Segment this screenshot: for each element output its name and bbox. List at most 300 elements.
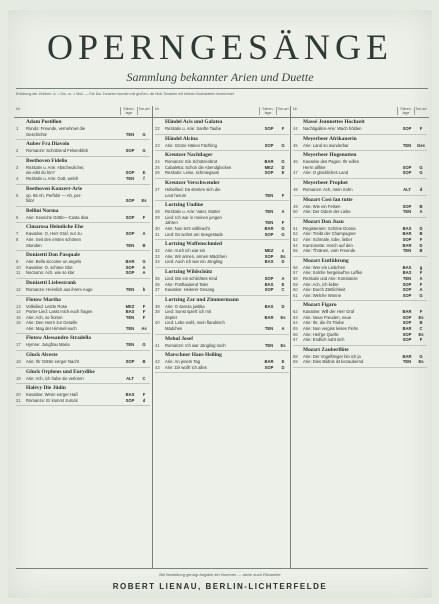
aria-title: Mädchen <box>165 326 183 332</box>
key-signature: A <box>142 231 146 237</box>
aria-number: 43 <box>155 364 160 370</box>
key-signature: Es <box>418 359 424 365</box>
key-signature: d <box>142 397 146 403</box>
voice-type: SOP <box>402 337 412 343</box>
catalog-entry <box>293 301 427 346</box>
aria-number: 61 <box>293 292 298 298</box>
key-signature: A <box>281 326 285 332</box>
aria-row <box>16 326 150 332</box>
aria-number: 54 <box>293 242 298 248</box>
aria-number: 44 <box>293 126 298 131</box>
catalog-entry <box>155 335 289 352</box>
page-title: OPERNGESÄNGE <box>46 27 393 67</box>
voice-type: MEZ <box>264 164 274 170</box>
aria-title: Rezitativ und Arie: Konstanze <box>303 275 358 281</box>
aria-number: 64 <box>293 320 298 326</box>
catalog-entry <box>155 118 289 135</box>
entries <box>153 118 291 373</box>
voice-type: TEN <box>402 248 412 254</box>
aria-number: 50 <box>293 209 298 215</box>
voice-type: SOP <box>125 359 135 365</box>
catalog-entry <box>155 351 289 373</box>
key-signature: F <box>142 309 146 315</box>
aria-row <box>293 337 427 343</box>
aria-title: Rondo: Freunde, vernehmet die <box>26 126 86 131</box>
aria-number: 32 <box>155 248 160 254</box>
composer-opera-heading: Beethoven Konzert-Arie <box>26 185 83 192</box>
voice-type: SOP <box>264 231 274 237</box>
voice-type: SOP <box>125 270 135 276</box>
aria-number: 19 <box>16 375 21 381</box>
aria-number: 58 <box>293 275 298 281</box>
aria-row <box>155 365 289 371</box>
column-header <box>291 106 429 118</box>
key-signature: G <box>142 131 146 137</box>
aria-row <box>293 126 427 132</box>
catalog-entry <box>16 223 150 251</box>
aria-title: Kavatine des Pagen: Ihr edlen <box>303 159 360 165</box>
column-header-key: Ton-art <box>137 107 150 115</box>
catalog-entry <box>155 296 289 335</box>
voice-type: SOP <box>402 236 412 242</box>
key-signature: F <box>419 236 423 242</box>
aria-row <box>16 342 150 348</box>
aria-number: 13 <box>16 303 21 309</box>
aria-number: 46 <box>293 159 298 165</box>
aria-number: 41 <box>155 342 160 348</box>
aria-title: Arie: Treibt der Champagner <box>303 231 356 237</box>
aria-title: Lied: Lebe wohl, mein flandrisch <box>165 320 225 326</box>
aria-title: Romanze: Ach, mein Sohn <box>303 186 353 192</box>
aria-number: 26 <box>155 170 160 176</box>
aria-number: 29 <box>155 214 160 220</box>
voice-type: SOP <box>402 287 412 293</box>
voice-type: MEZ <box>125 303 135 309</box>
key-signature: D <box>281 164 285 170</box>
column-header-voice: Stimm-lage <box>259 107 276 115</box>
composer-opera-heading: Cimarosa Heimliche Ehe <box>26 224 84 231</box>
publisher-imprint: ROBERT LIENAU, BERLIN-LICHTERFELDE <box>112 582 328 591</box>
aria-title: Arie: Ach, so fromm <box>26 314 63 320</box>
catalog-entry <box>293 135 427 152</box>
aria-number: 10 <box>16 264 21 270</box>
key-signature: G <box>281 231 285 237</box>
aria-number: 2 <box>16 148 19 154</box>
key-signature: F <box>419 270 423 276</box>
voice-type: TEN <box>264 342 274 348</box>
voice-type: ALT <box>403 186 411 192</box>
composer-opera-heading: Kreutzer Nachtlager <box>165 152 213 159</box>
catalog-entry <box>16 279 150 296</box>
key-signature: G <box>281 159 285 165</box>
aria-title: Cabaletta: Schon die Abendglocken <box>165 164 232 170</box>
voice-type: TEN <box>125 175 135 181</box>
aria-row <box>16 198 150 204</box>
key-signature: G <box>419 164 423 170</box>
voice-type: MEZ <box>264 248 274 254</box>
voice-type: SOP <box>402 126 412 131</box>
voice-type: SOP <box>125 198 135 204</box>
key-signature: G <box>419 353 423 359</box>
voice-type: SOP <box>264 170 274 176</box>
key-signature: C <box>419 326 423 332</box>
aria-title: Kanzonette: Horch auf den <box>303 242 353 248</box>
aria-row <box>155 259 289 265</box>
aria-number: 40 <box>155 320 160 326</box>
aria-number <box>16 326 26 332</box>
aria-title: Lied: Ich war in meinen jungen <box>165 214 222 220</box>
aria-number: 62 <box>293 309 298 315</box>
key-signature: C <box>142 375 146 381</box>
aria-row <box>155 126 289 132</box>
aria-number: 20 <box>16 392 21 398</box>
key-signature: Es <box>280 342 286 348</box>
aria-title: Arie: Durch Zärtlichkeit <box>303 287 346 293</box>
column-header-nr: Nr. <box>16 107 21 111</box>
aria-title: Arie: An jenem Tag <box>165 359 201 365</box>
aria-row <box>293 359 427 365</box>
catalog-entry <box>155 135 289 152</box>
catalog-page <box>8 10 432 598</box>
catalog-column-2 <box>152 106 291 568</box>
key-signature: C <box>281 287 285 293</box>
voice-type: TEN <box>402 142 412 148</box>
composer-opera-heading: Gluck Orpheus und Eurydike <box>26 368 95 375</box>
voice-type: SOP <box>264 287 274 293</box>
voice-type: BAR <box>264 359 274 365</box>
aria-number: 57 <box>293 270 298 276</box>
aria-row <box>155 287 289 293</box>
aria-number: 33 <box>155 253 160 259</box>
voice-type: SOP <box>264 364 274 370</box>
entries <box>14 118 152 406</box>
aria-row <box>293 209 427 215</box>
aria-number <box>155 326 165 332</box>
key-signature: D <box>281 259 285 265</box>
column-header-voice: Stimm-lage <box>120 107 137 115</box>
catalog-column-1 <box>14 106 152 568</box>
composer-opera-heading: Bellini Norma <box>26 207 59 214</box>
aria-title: Rezitativ u. Arie: Vater, Mutter <box>165 209 221 215</box>
aria-title: Kavatine: O, Herr Graf, nur zu <box>26 231 82 237</box>
aria-title: Arie: Grüne Hänen Fächling <box>165 142 217 148</box>
composer-opera-heading: Adam Postillon <box>26 119 62 125</box>
key-signature: F <box>419 337 423 343</box>
key-signature: A <box>419 287 423 293</box>
key-signature: B <box>419 320 423 326</box>
aria-row <box>16 398 150 404</box>
composer-opera-heading: Auber Fra Diavolo <box>26 141 70 148</box>
voice-type: SOP <box>402 170 412 176</box>
aria-title: Porter-Lied: Lasst mich euch fragen <box>26 309 93 315</box>
aria-row <box>16 215 150 221</box>
voice-type: BAR <box>402 326 412 332</box>
aria-title: Rezitativ u. Arie: Sanfte Taube <box>165 126 222 131</box>
legend-note: Erklärung der Zeichen: d. = Dur, m. = Moll. — Die Dur-Tonarten wurden mit großen, die Moll-Tonarten mit kleinen Buchstaben bezeichnet <box>16 92 234 96</box>
aria-title: Rezitativ: Leise, schmiegsam <box>165 170 220 176</box>
column-header <box>153 106 291 118</box>
aria-title: Geschichte <box>26 131 47 137</box>
aria-row <box>293 293 427 299</box>
aria-title: Romanze: Er kommt zurück <box>26 397 78 403</box>
voice-type: SOP <box>264 275 274 281</box>
aria-title: Arie: Welche Wonne <box>303 292 342 298</box>
catalog-entry <box>155 179 289 201</box>
aria-number: 23 <box>155 142 160 148</box>
voice-type: SOP <box>402 331 412 337</box>
composer-opera-heading: Meyerbeer Afrikanerin <box>303 135 357 142</box>
voice-type: BAR <box>402 309 412 315</box>
aria-row <box>293 170 427 176</box>
key-signature: G <box>281 225 285 231</box>
key-signature: F <box>142 214 146 220</box>
aria-title: Rezitativ u. Arie: Gott, welch <box>26 175 79 181</box>
aria-row <box>16 287 150 293</box>
aria-title: Arie: Thränen, vom Freunde <box>303 248 356 254</box>
aria-title: Romanze: Heimlich aus ihrem Auge <box>26 286 93 292</box>
voice-type: TEN <box>125 242 135 248</box>
aria-row <box>155 193 289 199</box>
aria-title: Arie: Dir wollt' ich alles <box>165 364 207 370</box>
column-header <box>14 106 152 118</box>
key-signature: F <box>419 309 423 315</box>
composer-opera-heading: Mozart Entführung <box>303 257 349 264</box>
aria-title: Arie: O sancta justitia <box>165 303 205 309</box>
footer-note: Bei Bestellung genügt Angabe der Nummer — siehe auch Rückseite <box>159 572 281 577</box>
catalog-entry <box>16 334 150 351</box>
key-signature: B <box>419 203 423 209</box>
voice-type: TEN <box>264 326 274 332</box>
aria-number: 65 <box>293 326 298 332</box>
voice-type: SOP <box>125 148 135 154</box>
aria-number: 17 <box>16 342 21 348</box>
column-header-nr: Nr. <box>155 107 160 111</box>
voice-type: SOP <box>402 281 412 287</box>
key-signature: E <box>142 170 146 176</box>
aria-title: Arie: Land so wunderbar <box>303 142 349 148</box>
key-signature: G <box>419 170 423 176</box>
key-signature: Ges <box>417 142 425 148</box>
aria-title: Romanze: Ein Schützenbrot <box>165 159 218 165</box>
aria-title: op. 65 Ah, Perfido! — Ah, per- <box>26 192 82 198</box>
aria-title: Lied: Auch ich war ein Jüngling <box>165 259 223 265</box>
aria-title: Jahren <box>165 220 178 226</box>
key-signature: G <box>142 342 146 348</box>
voice-type: BAS <box>125 309 135 315</box>
entries <box>291 118 429 368</box>
aria-title: Arie: Mag der Himmel euch <box>26 325 77 331</box>
composer-opera-heading: Händel Alcina <box>165 135 198 142</box>
voice-type: SOP <box>125 170 135 176</box>
key-signature: A <box>281 209 285 215</box>
aria-number: 67 <box>293 337 298 343</box>
key-signature: F <box>142 303 146 309</box>
key-signature: G <box>281 142 285 148</box>
catalog-entry <box>16 368 150 385</box>
aria-number: 28 <box>155 209 160 215</box>
key-signature: B <box>142 359 146 365</box>
composer-opera-heading: Mozart Figaro <box>303 302 337 309</box>
footer-rule <box>16 568 428 569</box>
aria-number: 9 <box>16 259 19 265</box>
aria-title: Arie: Neue Freuden, neue <box>303 314 352 320</box>
aria-title: Arie: Endlich naht sich <box>303 337 345 343</box>
key-signature: F <box>419 126 423 131</box>
key-signature: A <box>142 264 146 270</box>
voice-type: TEN <box>125 325 135 331</box>
aria-title: Arie: Keusche Göttin—Casta diva <box>26 214 89 220</box>
aria-number: 53 <box>293 236 298 242</box>
aria-number: 34 <box>155 259 160 265</box>
catalog-entry <box>155 268 289 296</box>
aria-title: fido! <box>26 198 34 204</box>
aria-number: 5 <box>16 192 19 198</box>
key-signature: G <box>142 148 146 154</box>
aria-title: Lied: Es wohnt am Seegestade <box>165 231 223 237</box>
composer-opera-heading: Mozart Così fan tutte <box>303 196 353 203</box>
composer-opera-heading: Halévy Die Jüdin <box>26 385 66 392</box>
voice-type: TEN <box>125 314 135 320</box>
key-signature: Es <box>280 314 286 320</box>
composer-opera-heading: Donizetti Don Pasquale <box>26 252 80 259</box>
voice-type: TEN <box>264 192 274 198</box>
key-signature: F <box>142 392 146 398</box>
voice-type: BAR <box>402 242 412 248</box>
aria-number: 18 <box>16 359 21 365</box>
voice-type: TEN <box>402 209 412 215</box>
composer-opera-heading: Lortzing Zar und Zimmermann <box>165 296 239 303</box>
aria-title: Kavatine: Will der Herr Graf <box>303 309 355 315</box>
key-signature: Es <box>418 314 424 320</box>
voice-type: SOP <box>402 314 412 320</box>
key-signature: F <box>281 192 285 198</box>
catalog-entry <box>293 151 427 179</box>
key-signature: As <box>141 325 147 331</box>
aria-row <box>155 170 289 176</box>
aria-row <box>293 143 427 149</box>
aria-number: 30 <box>155 225 160 231</box>
catalog-entry <box>293 118 427 135</box>
key-signature: d <box>419 186 423 192</box>
aria-title: Arie: Wer ein Liebchen <box>303 264 346 270</box>
catalog-entry <box>293 218 427 257</box>
voice-type: TEN <box>402 275 412 281</box>
aria-number: 16 <box>16 320 21 326</box>
key-signature: D <box>281 364 285 370</box>
aria-number: 3 <box>16 164 19 170</box>
voice-type: BAR <box>264 225 274 231</box>
aria-number: 12 <box>16 286 21 292</box>
aria-title: Arie: Schmäle, tobe, lieber <box>303 236 353 242</box>
aria-title: Arie: Wir armen, armen Mädchen <box>165 253 227 259</box>
voice-type: BAS <box>264 259 274 265</box>
column-header-title <box>26 107 120 115</box>
aria-number: 38 <box>155 303 160 309</box>
voice-type: BAR <box>402 231 412 237</box>
key-signature: Es <box>141 198 147 204</box>
aria-title: Arie: Heil'ge Quelle <box>303 331 339 337</box>
voice-type: TEN <box>264 220 274 226</box>
header-rule <box>16 88 428 89</box>
catalog-entry <box>16 251 150 279</box>
aria-number: 22 <box>155 126 160 131</box>
aria-title: Arie: Der Odem der Liebe <box>303 209 351 215</box>
aria-number: 14 <box>16 309 21 315</box>
aria-title: Lied: Bin ein schlichtes Kind <box>165 275 218 281</box>
column-header-title <box>165 107 259 115</box>
aria-row <box>16 359 150 365</box>
aria-title: Arie: Den Herrn zur Geselle <box>26 320 78 326</box>
key-signature: Es <box>280 253 286 259</box>
aria-number: 15 <box>16 314 21 320</box>
aria-number: 31 <box>155 231 160 237</box>
catalog-entry <box>293 179 427 196</box>
voice-type: BAS <box>402 264 412 270</box>
aria-row <box>16 243 150 249</box>
composer-opera-heading: Lortzing Waffenschmied <box>165 241 222 248</box>
catalog-entry <box>293 346 427 368</box>
aria-number: 59 <box>293 281 298 287</box>
key-signature: A <box>142 270 146 276</box>
aria-number: 66 <box>293 331 298 337</box>
column-header-voice: Stimm-lage <box>397 107 414 115</box>
aria-number: 37 <box>155 287 160 293</box>
voice-type: TEN <box>125 342 135 348</box>
aria-title: Rezitativ u. Arie: Abscheulicher, <box>26 164 85 170</box>
aria-number: 27 <box>155 186 160 192</box>
aria-title: Arie: Der Vogelfänger bin ich ja <box>303 353 361 359</box>
composer-opera-heading: Donizetti Liebestrank <box>26 279 77 286</box>
aria-number <box>16 243 26 249</box>
catalog-column-3 <box>290 106 429 568</box>
aria-title: Arie: Solche hergelauf'ne Laffen <box>303 270 363 276</box>
key-signature: E <box>281 281 285 287</box>
composer-opera-heading: Flotow Alessandro Stradella <box>26 335 91 342</box>
key-signature: D <box>419 225 423 231</box>
aria-number: 8 <box>16 236 19 242</box>
key-signature: f <box>143 175 145 181</box>
voice-type: SOP <box>125 214 135 220</box>
aria-number: 36 <box>155 281 160 287</box>
key-signature: A <box>281 275 285 281</box>
voice-type: BAR <box>264 314 274 320</box>
voice-type: SOP <box>125 231 135 237</box>
voice-type: SOP <box>125 264 135 270</box>
voice-type: BAS <box>264 281 274 287</box>
catalog-entry <box>293 196 427 218</box>
column-header-nr: Nr. <box>293 107 298 111</box>
composer-opera-heading: Marschner Hans Heiling <box>165 352 222 359</box>
voice-type: TEN <box>402 359 412 365</box>
voice-type: SOP <box>264 126 274 131</box>
aria-number: 49 <box>293 203 298 209</box>
voice-type: BAR <box>264 159 274 165</box>
aria-row <box>155 326 289 332</box>
key-signature: D <box>419 242 423 248</box>
aria-number: 63 <box>293 314 298 320</box>
column-header-key: Ton-art <box>414 107 427 115</box>
aria-title: Registerarie: Schöne Donna <box>303 225 356 231</box>
aria-title: Arie: Ihr Götter ew'ger Nacht <box>26 359 79 365</box>
composer-opera-heading: Händel Acis und Galatea <box>165 119 223 125</box>
catalog-entry <box>155 240 289 268</box>
aria-title: Herrn allhier <box>303 164 326 170</box>
key-signature: E <box>281 170 285 176</box>
aria-title: Nocturno: Ach, wie so klar <box>26 270 75 276</box>
aria-row <box>155 343 289 349</box>
voice-type: SOP <box>264 253 274 259</box>
aria-number: 56 <box>293 264 298 270</box>
